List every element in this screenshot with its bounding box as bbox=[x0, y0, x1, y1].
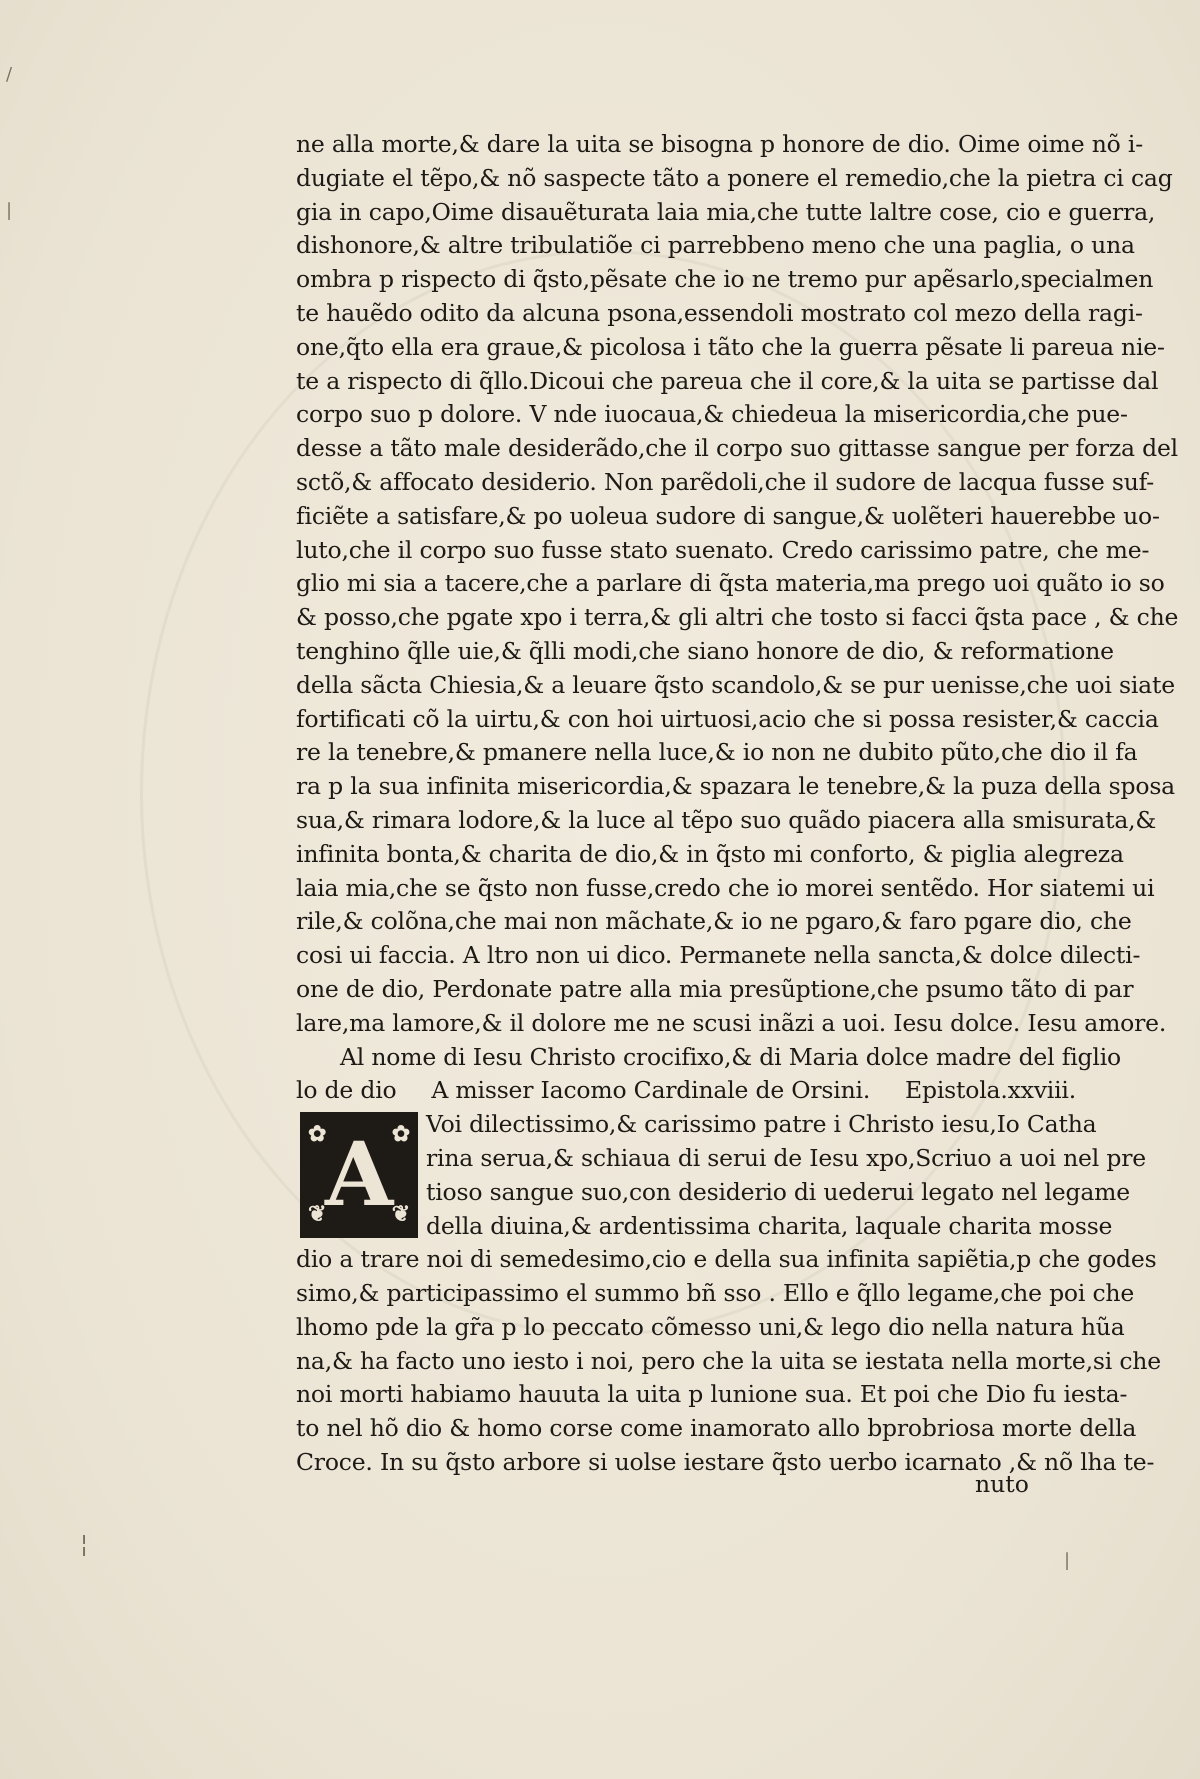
margin-mark: / bbox=[6, 64, 13, 85]
heading-continuation: lo de dio bbox=[296, 1076, 397, 1105]
text-line: rina serua,& schiaua di serui de Iesu xpo,Scriuo a uoi nel pre bbox=[426, 1143, 1146, 1172]
leaf-ornament-icon: ❦ bbox=[308, 1201, 327, 1228]
text-line: cosi ui faccia. A ltro non ui dico. Permanete nella sancta,& dolce dilecti- bbox=[296, 941, 1141, 970]
text-line: tenghino q̃lle uie,& q̃lli modi,che siano honore de dio, & reformatione bbox=[296, 636, 1114, 665]
text-line: lhomo pde la gr̃a p lo peccato cõmesso uni,& lego dio nella natura hũa bbox=[296, 1312, 1125, 1341]
letter-heading-line-1: Al nome di Iesu Christo crocifixo,& di Maria dolce madre del figlio bbox=[340, 1042, 1121, 1071]
text-line: ficiẽte a satisfare,& po uoleua sudore di sangue,& uolẽteri hauerebbe uo- bbox=[296, 501, 1160, 530]
flower-ornament-icon: ✿ bbox=[308, 1121, 327, 1148]
text-line: sua,& rimara lodore,& la luce al tẽpo suo quãdo piacera alla smisurata,& bbox=[296, 805, 1157, 834]
text-line: ne alla morte,& dare la uita se bisogna p honore de dio. Oime oime nõ i- bbox=[296, 130, 1143, 158]
text-line: rile,& colõna,che mai non mãchate,& io ne pgaro,& faro pgare dio, che bbox=[296, 907, 1132, 936]
text-line: dio a trare noi di semedesimo,cio e della sua infinita sapiẽtia,p che godes bbox=[296, 1245, 1157, 1274]
margin-mark: | bbox=[1064, 1550, 1071, 1571]
text-line: sctõ,& affocato desiderio. Non parẽdoli,che il sudore de lacqua fusse suf- bbox=[296, 467, 1155, 496]
text-line: luto,che il corpo suo fusse stato suenato. Credo carissimo patre, che me- bbox=[296, 535, 1150, 564]
text-line: lare,ma lamore,& il dolore me ne scusi inãzi a uoi. Iesu dolce. Iesu amore. bbox=[296, 1008, 1167, 1037]
text-line: Croce. In su q̃sto arbore si uolse iestare q̃sto uerbo icarnato ,& nõ lha te- bbox=[296, 1447, 1155, 1476]
text-line: della sãcta Chiesia,& a leuare q̃sto scandolo,& se pur uenisse,che uoi siate bbox=[296, 670, 1175, 699]
letter-recipient: A misser Iacomo Cardinale de Orsini. bbox=[431, 1076, 871, 1105]
text-line: te hauẽdo odito da alcuna psona,essendoli mostrato col mezo della ragi- bbox=[296, 298, 1143, 327]
letter-heading-line-2 bbox=[296, 1074, 1076, 1108]
text-line: ra p la sua infinita misericordia,& spazara le tenebre,& la puza della sposa bbox=[296, 772, 1175, 801]
text-line: della diuina,& ardentissima charita, laquale charita mosse bbox=[426, 1211, 1113, 1240]
initial-adjacent-lines bbox=[426, 1108, 1146, 1243]
margin-mark: ¦ bbox=[80, 1530, 89, 1558]
leaf-ornament-icon: ❦ bbox=[391, 1201, 410, 1228]
text-line: ombra p rispecto di q̃sto,pẽsate che io ne tremo pur apẽsarlo,specialmen bbox=[296, 265, 1154, 294]
text-line: dugiate el tẽpo,& nõ saspecte tãto a ponere el remedio,che la pietra ci cag bbox=[296, 163, 1173, 192]
text-line: simo,& participassimo el summo bñ sso . Ello e q̃llo legame,che poi che bbox=[296, 1278, 1135, 1307]
text-line: one,q̃to ella era graue,& picolosa i tãto che la guerra pẽsate li pareua nie- bbox=[296, 332, 1165, 361]
text-line: to nel hõ dio & homo corse come inamorato allo bprobriosa morte della bbox=[296, 1414, 1137, 1443]
text-line: te a rispecto di q̃llo.Dicoui che pareua che il core,& la uita se partisse dal bbox=[296, 366, 1159, 395]
decorated-initial bbox=[300, 1112, 418, 1238]
text-line: one de dio, Perdonate patre alla mia presũptione,che psumo tãto di par bbox=[296, 974, 1134, 1003]
text-line: laia mia,che se q̃sto non fusse,credo che io morei sentẽdo. Hor siatemi ui bbox=[296, 873, 1155, 902]
text-line: & posso,che pgate xpo i terra,& gli altri che tosto si facci q̃sta pace , & che bbox=[296, 603, 1179, 632]
flower-ornament-icon: ✿ bbox=[391, 1121, 410, 1148]
margin-mark: | bbox=[6, 200, 13, 221]
text-block bbox=[296, 128, 1179, 1480]
text-line: Voi dilectissimo,& carissimo patre i Christo iesu,Io Catha bbox=[426, 1110, 1097, 1139]
text-line: fortificati cõ la uirtu,& con hoi uirtuosi,acio che si possa resister,& caccia bbox=[296, 704, 1159, 733]
text-line: corpo suo p dolore. V nde iuocaua,& chiedeua la misericordia,che pue- bbox=[296, 400, 1128, 429]
text-line: noi morti habiamo hauuta la uita p lunione sua. Et poi che Dio fu iesta- bbox=[296, 1380, 1128, 1409]
catchword: nuto bbox=[975, 1470, 1029, 1498]
epistle-number: Epistola.xxviii. bbox=[905, 1076, 1076, 1105]
paragraph-after bbox=[296, 1243, 1161, 1480]
text-line: re la tenebre,& pmanere nella luce,& io non ne dubito pũto,che dio il fa bbox=[296, 738, 1138, 767]
text-line: dishonore,& altre tribulatiõe ci parrebbeno meno che una paglia, o una bbox=[296, 231, 1135, 260]
decorated-initial-block bbox=[296, 1108, 1146, 1243]
text-line: infinita bonta,& charita de dio,& in q̃sto mi conforto, & piglia alegreza bbox=[296, 839, 1124, 868]
text-line: gia in capo,Oime disauẽturata laia mia,che tutte laltre cose, cio e guerra, bbox=[296, 197, 1156, 226]
text-line: na,& ha facto uno iesto i noi, pero che la uita se iestata nella morte,si che bbox=[296, 1346, 1161, 1375]
text-line: desse a tãto male desiderãdo,che il corpo suo gittasse sangue per forza del bbox=[296, 434, 1178, 463]
paragraph-before bbox=[296, 128, 1179, 1041]
text-line: tioso sangue suo,con desiderio di uederui legato nel legame bbox=[426, 1177, 1130, 1206]
text-line: glio mi sia a tacere,che a parlare di q̃sta materia,ma prego uoi quãto io so bbox=[296, 569, 1165, 598]
initial-letter: A bbox=[324, 1122, 394, 1227]
